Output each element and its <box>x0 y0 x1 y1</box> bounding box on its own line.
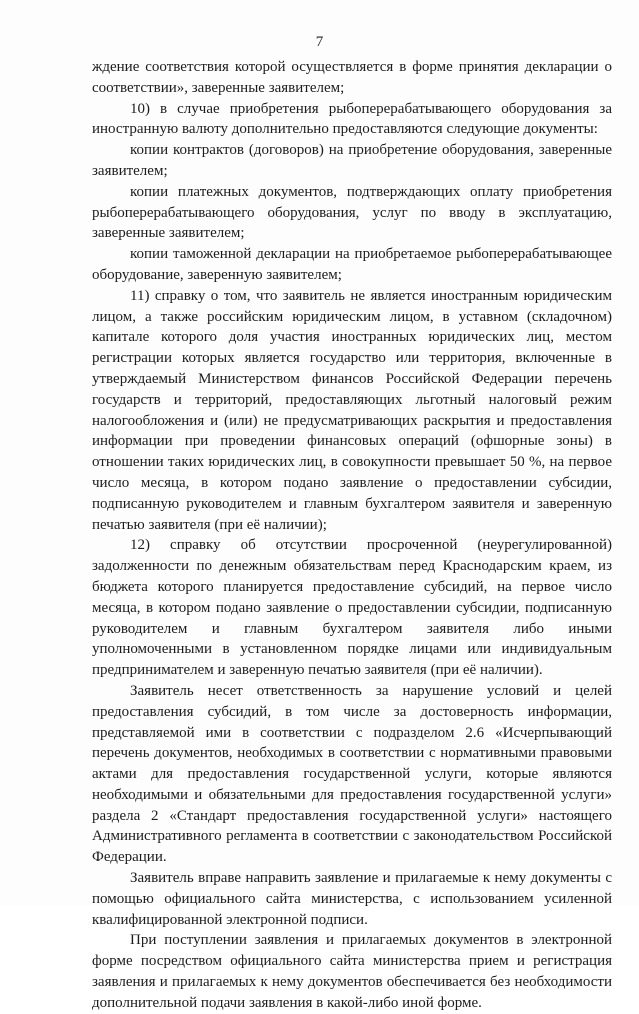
paragraph-item-10: 10) в случае приобретения рыбоперерабатывающего оборудования за иностранную валюту дополнительно предоставляются следующие документы: <box>92 100 612 138</box>
paragraph-contract-copies: копии контрактов (договоров) на приобретение оборудования, заверенные заявителем; <box>92 142 612 179</box>
paragraph-item-12: 12) справку об отсутствии просроченной (неурегулированной) задолженности по денежным обязательствам перед Краснодарским краем, из бюджета которого планируется предоставление субсидий, на первое число месяца, в котором подано заявление о предоставлении субсидии, подписанную руководителем и главным бухгалтером заявителя либо иными уполномоченными в установленном порядке лицами или индивидуальным предпринимателем и заверенную печатью заявителя (при её наличии). <box>92 537 612 679</box>
paragraph-customs-copies: копии таможенной декларации на приобретаемое рыбоперерабатывающее оборудование, заверенную заявителем; <box>92 246 612 283</box>
paragraph-electronic-submission: Заявитель вправе направить заявление и прилагаемые к нему документы с помощью официального сайта министерства, с использованием усиленной квалифицированной электронной подписи. <box>92 870 612 928</box>
page-number: 7 <box>315 34 324 50</box>
paragraph-payment-copies: копии платежных документов, подтверждающих оплату приобретения рыбоперерабатывающего оборудования, услуг по вводу в эксплуатацию, заверенные заявителем; <box>92 183 612 242</box>
paragraph-continuation: ждение соответствия которой осуществляется в форме принятия декларации о соответствии», заверенные заявителем; <box>92 59 612 96</box>
paragraph-electronic-registration: При поступлении заявления и прилагаемых документов в электронной форме посредством официального сайта министерства прием и регистрация заявления и прилагаемых к нему документов обеспечивается без необходимости дополнительной подачи заявления в какой-либо иной форме. <box>92 932 612 1011</box>
paragraph-responsibility: Заявитель несет ответственность за нарушение условий и целей предоставления субсидий, в том числе за достоверность информации, представляемой ими в соответствии с подразделом 2.6 «Исчерпывающий перечень документов, необходимых в соответствии с нормативными правовыми актами для предоставления государственной услуги, которые являются необходимыми и обязательными для предоставления государственной услуги» раздела 2 «Стандарт предоставления государственной услуги» настоящего Административного регламента в соответствии с законодательством Российской Федерации. <box>92 682 612 866</box>
paragraph-item-11: 11) справку о том, что заявитель не является иностранным юридическим лицом, а также российским юридическим лицом, в уставном (складочном) капитале которого доля участия иностранных юридических лиц, местом регистрации которых является государство или территория, включенные в утверждаемый Министерством финансов Российской Федерации перечень государств и территорий, предоставляющих льготный налоговый режим налогообложения и (или) не предусматривающих раскрытия и предоставления информации при проведении финансовых операций (офшорные зоны) в отношении таких юридических лиц, в совокупности превышает 50 %, на первое число месяца, в котором подано заявление о предоставлении субсидии, подписанную руководителем и главным бухгалтером заявителя и заверенную печатью заявителя (при её наличии); <box>92 287 612 533</box>
document-body <box>92 57 612 1014</box>
